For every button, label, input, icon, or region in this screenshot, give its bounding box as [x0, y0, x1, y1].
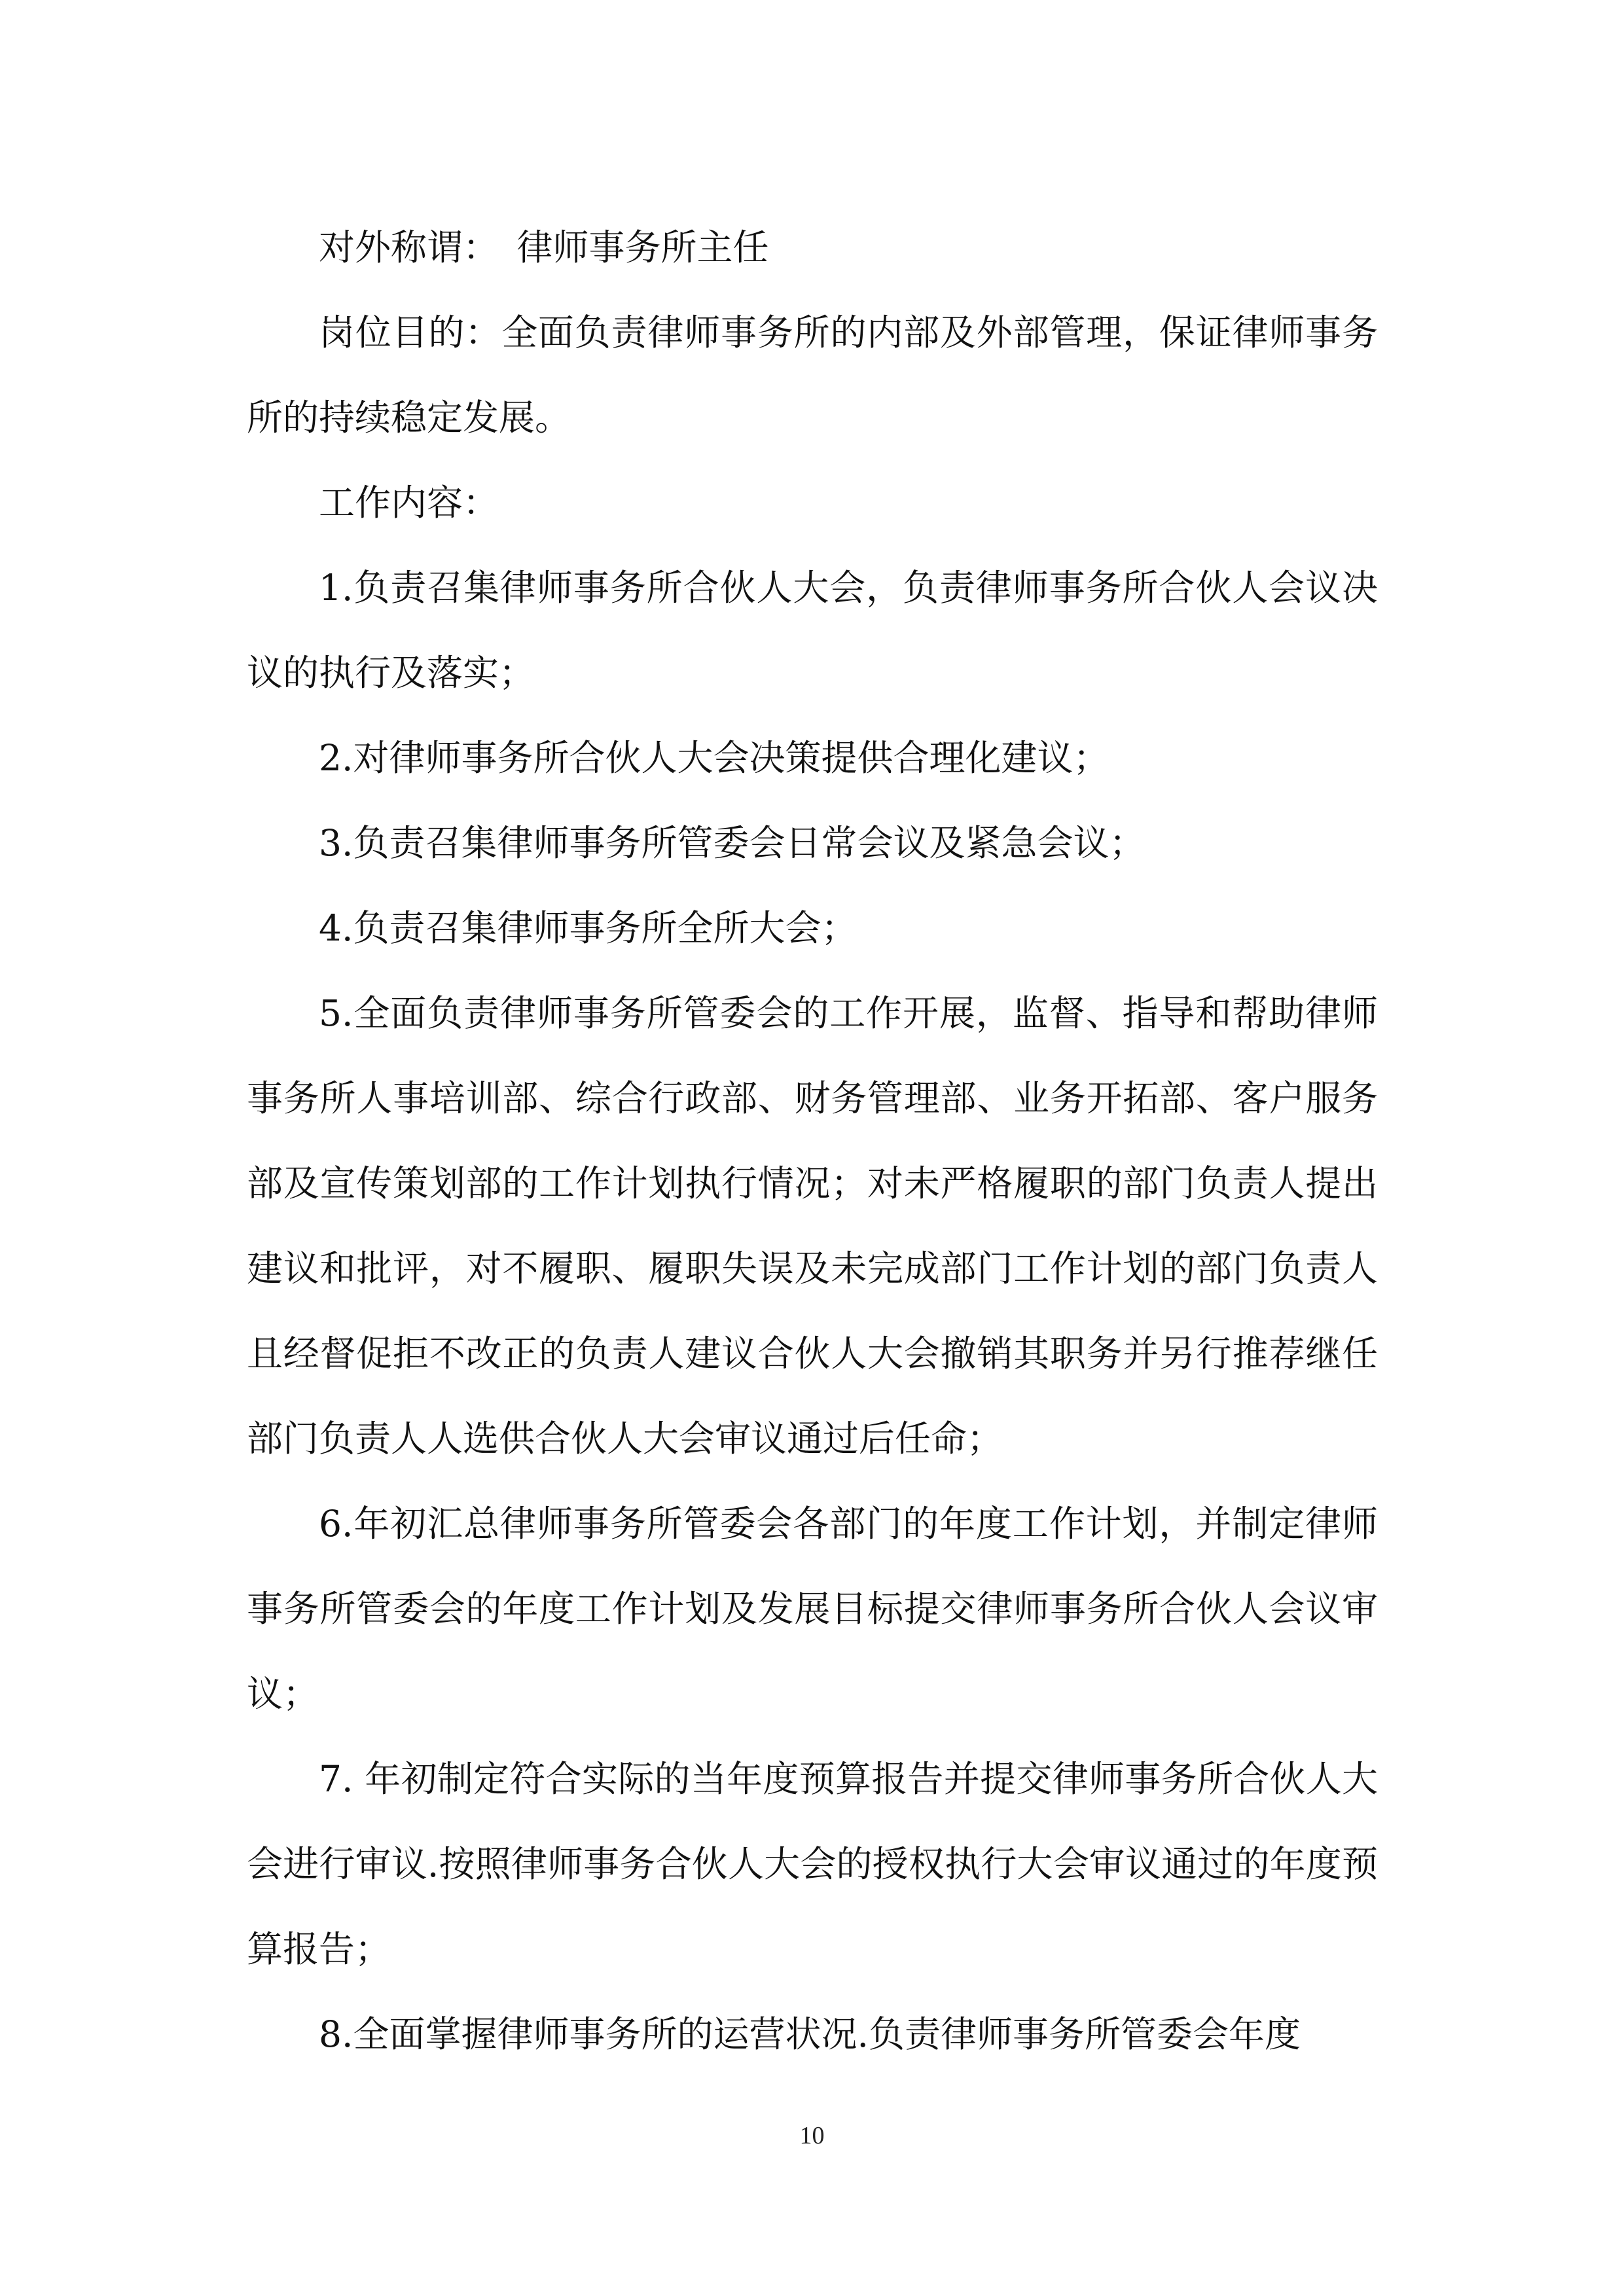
paragraph-item-6: 6.年初汇总律师事务所管委会各部门的年度工作计划，并制定律师事务所管委会的年度工作计划及发展目标提交律师事务所合伙人会议审议；	[247, 1503, 1378, 1715]
paragraph-item-2: 2.对律师事务所合伙人大会决策提供合理化建议；	[319, 737, 1110, 779]
paragraph-item-5: 5.全面负责律师事务所管委会的工作开展，监督、指导和帮助律师事务所人事培训部、综合行政部、财务管理部、业务开拓部、客户服务部及宣传策划部的工作计划执行情况；对未严格履职的部门负责人提出建议和批评，对不履职、履职失误及未完成部门工作计划的部门负责人且经督促拒不改正的负责人建议合伙人大会撤销其职务并另行推荐继任部门负责人人选供合伙人大会审议通过后任命；	[247, 992, 1378, 1460]
body-text	[247, 205, 1378, 2077]
paragraph-item-3: 3.负责召集律师事务所管委会日常会议及紧急会议；	[319, 822, 1146, 864]
paragraph-item-7: 7. 年初制定符合实际的当年度预算报告并提交律师事务所合伙人大会进行审议.按照律师事务合伙人大会的授权执行大会审议通过的年度预算报告；	[247, 1758, 1378, 1970]
paragraph-title: 对外称谓： 律师事务所主任	[319, 226, 769, 268]
page-number: 10	[799, 2122, 825, 2149]
paragraph-item-1: 1.负责召集律师事务所合伙人大会，负责律师事务所合伙人会议决议的执行及落实；	[247, 567, 1378, 694]
paragraph-item-4: 4.负责召集律师事务所全所大会；	[319, 907, 857, 949]
paragraph-item-8: 8.全面掌握律师事务所的运营状况.负责律师事务所管委会年度	[319, 2013, 1301, 2055]
paragraph-work-content-heading: 工作内容：	[319, 482, 499, 524]
paragraph-purpose: 岗位目的：全面负责律师事务所的内部及外部管理，保证律师事务所的持续稳定发展。	[247, 312, 1378, 439]
